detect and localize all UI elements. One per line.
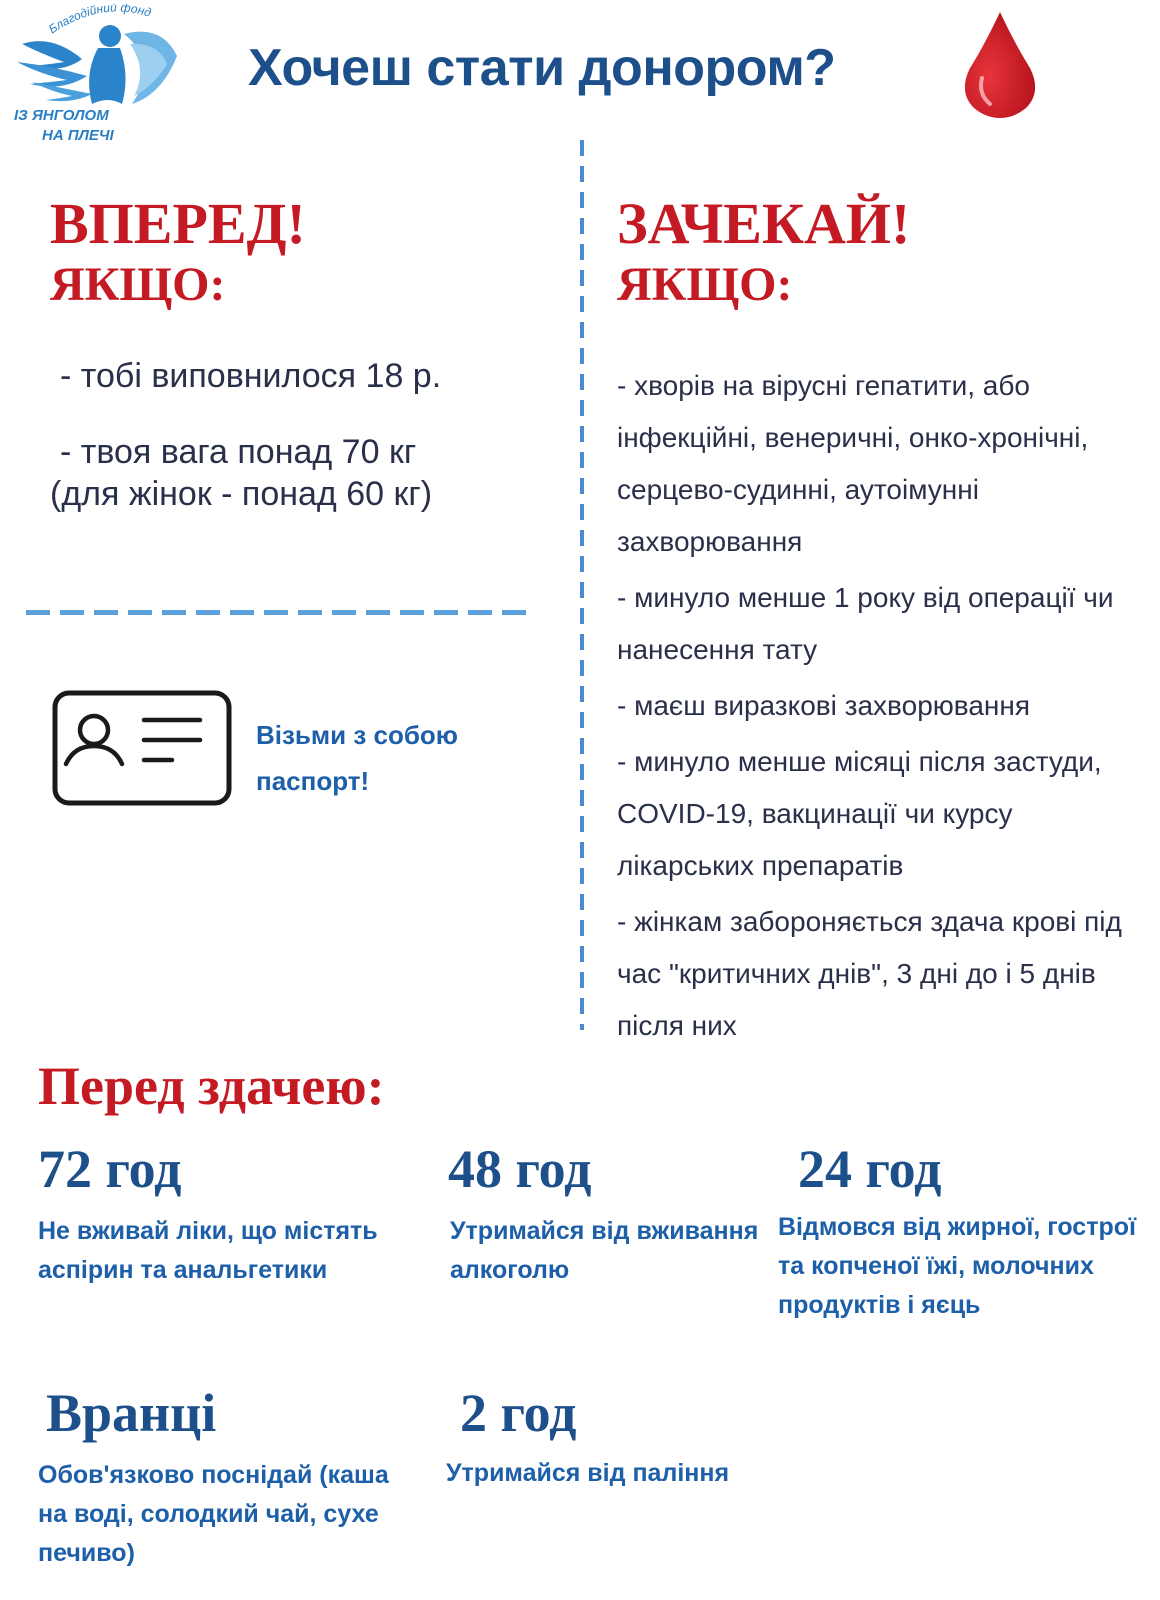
block-72h-heading: 72 год [38,1139,182,1199]
block-morning-heading: Вранці [46,1383,217,1443]
angel-icon [12,4,187,114]
page-title: Хочеш стати донором? [248,39,836,97]
id-card-icon [52,690,232,806]
vertical-divider [580,140,584,1030]
go-item-weight-women: (для жінок - понад 60 кг) [50,475,433,513]
wait-subtitle: ЯКЩО: [617,258,793,311]
passport-line2: паспорт! [256,766,370,796]
logo-arc-text: Благодійний фонд [46,4,154,37]
go-conditions-list [50,355,570,515]
wait-item-women: - жінкам забороняється здача крові під час "критичних днів", 3 дні до і 5 днів після них [617,906,1122,1041]
block-2h-heading: 2 год [460,1383,577,1443]
horizontal-divider [26,610,534,615]
go-subtitle: ЯКЩО: [50,258,226,311]
wait-title: ЗАЧЕКАЙ! [617,191,911,256]
block-72h-text: Не вживай ліки, що містять аспірин та анальгетики [38,1217,378,1284]
block-24h-text: Відмовся від жирної, гострої та копченої їжі, молочних продуктів і яєць [778,1213,1137,1319]
wait-conditions-list [617,360,1147,1056]
block-48h-text: Утримайся від вживання алкоголю [450,1217,759,1284]
wait-item-cold: - минуло менше місяці після застуди, COVID-19, вакцинації чи курсу лікарських препаратів [617,746,1102,881]
go-title: ВПЕРЕД! [50,191,306,256]
block-24h-heading: 24 год [798,1139,942,1199]
wait-item-ulcer: - маєш виразкові захворювання [617,690,1030,721]
passport-note [256,712,556,804]
block-2h-text: Утримайся від паління [446,1459,730,1487]
block-48h-heading: 48 год [448,1139,592,1199]
wait-item-diseases: - хворів на вірусні гепатити, або інфекційні, венеричні, онко-хронічні, серцево-судинні, аутоімунні захворювання [617,370,1089,557]
logo-text [14,106,174,146]
wait-item-surgery: - минуло менше 1 року від операції чи нанесення тату [617,582,1114,665]
logo-line1: ІЗ ЯНГОЛОМ [14,107,109,124]
block-morning-text: Обов'язково поснідай (каша на воді, солодкий чай, сухе печиво) [38,1461,389,1567]
go-item-age: - тобі виповнилося 18 р. [60,357,442,395]
passport-line1: Візьми з собою [256,720,458,750]
before-donation-title: Перед здачею: [38,1056,385,1116]
blood-drop-icon [960,8,1040,118]
logo-line2: НА ПЛЕЧІ [42,127,114,144]
go-item-weight: - твоя вага понад 70 кг [60,433,417,471]
svg-text:Благодійний фонд [46,4,153,36]
